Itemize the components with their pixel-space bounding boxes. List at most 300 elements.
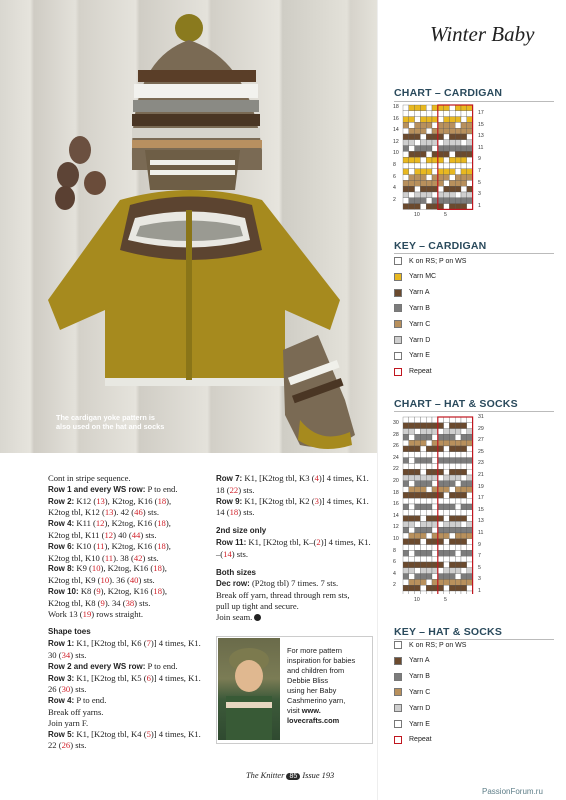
color-swatch <box>394 257 402 265</box>
chart-cell <box>455 504 461 510</box>
text-line: Row 7: K1, [K2tog tbl, K3 (4)] 4 times, K1. <box>216 473 369 483</box>
chart-cell <box>461 128 467 134</box>
row-number: 16 <box>393 501 399 508</box>
subheading: 2nd size only <box>216 526 267 536</box>
chart-cell <box>449 429 455 435</box>
chart-cell <box>403 510 409 516</box>
chart-cell <box>426 440 432 446</box>
chart-cell <box>403 111 409 117</box>
chart-cell <box>461 498 467 504</box>
chart-cell <box>438 151 444 157</box>
chart-cell <box>449 562 455 568</box>
row-number: 18 <box>393 104 399 110</box>
chart-cell <box>415 446 421 452</box>
row-number: 18 <box>393 489 399 496</box>
text-line: 22 (26) sts. <box>48 740 87 751</box>
chart-cell <box>467 463 473 469</box>
chart-cell <box>432 417 438 423</box>
chart-cell <box>449 140 455 146</box>
chart-cell <box>455 140 461 146</box>
chart-cell <box>455 446 461 452</box>
chart-cell <box>455 122 461 128</box>
chart-cell <box>467 111 473 117</box>
chart-cell <box>438 527 444 533</box>
chart-cell <box>438 157 444 163</box>
chart-cell <box>467 498 473 504</box>
chart-cell <box>449 498 455 504</box>
chart-cell <box>426 117 432 123</box>
chart-cell <box>420 186 426 192</box>
chart-cell <box>420 487 426 493</box>
chart-cell <box>409 434 415 440</box>
chart-cell <box>403 423 409 429</box>
chart-cell <box>449 475 455 481</box>
chart-cell <box>449 417 455 423</box>
chart-cell <box>420 417 426 423</box>
chart-cell <box>444 533 450 539</box>
chart-cell <box>415 545 421 551</box>
chart-cell <box>415 516 421 522</box>
chart-cell <box>455 481 461 487</box>
chart-cell <box>432 117 438 123</box>
chart-cell <box>403 545 409 551</box>
chart-cell <box>444 545 450 551</box>
text-line: pull up tight and secure. <box>216 600 299 611</box>
row-number: 22 <box>393 466 399 473</box>
row-number: 19 <box>478 483 484 490</box>
chart-cell <box>432 122 438 128</box>
chart-cell <box>438 169 444 175</box>
chart-cell <box>403 562 409 568</box>
row-number: 26 <box>393 443 399 450</box>
chart-cell <box>449 117 455 123</box>
chart-cell <box>415 463 421 469</box>
text-line: Cont in stripe sequence. <box>48 473 131 483</box>
chart-cell <box>438 492 444 498</box>
chart-cell <box>455 510 461 516</box>
chart-cell <box>467 469 473 475</box>
chart-cell <box>461 204 467 210</box>
chart-cell <box>426 169 432 175</box>
row-number: 5 <box>478 564 481 571</box>
chart-cell <box>432 198 438 204</box>
chart-cell <box>420 492 426 498</box>
chart-cell <box>455 128 461 134</box>
chart-cell <box>467 192 473 198</box>
key-label: Yarn E <box>409 352 430 360</box>
chart-cell <box>467 574 473 580</box>
chart-cell <box>415 504 421 510</box>
chart-cell <box>461 527 467 533</box>
photo-caption: The cardigan yoke pattern is also used on the hat and socks <box>56 413 165 431</box>
chart-cell <box>409 140 415 146</box>
watermark: PassionForum.ru <box>482 787 543 796</box>
key-item <box>394 366 432 378</box>
chart-cell <box>461 111 467 117</box>
chart-cell <box>403 157 409 163</box>
text-line: K2tog tbl, K11 (12) 40 (44) sts. <box>48 529 157 540</box>
chart-cell <box>438 180 444 186</box>
chart-cell <box>432 510 438 516</box>
text-line: Row 4: P to end. <box>48 695 107 706</box>
chart-cell <box>415 434 421 440</box>
chart-cell <box>415 458 421 464</box>
chart-cell <box>403 498 409 504</box>
chart-cell <box>420 516 426 522</box>
chart-cell <box>420 151 426 157</box>
chart-cell <box>420 521 426 527</box>
chart-cell <box>409 504 415 510</box>
key-label: Yarn E <box>409 720 430 728</box>
chart-cell <box>444 481 450 487</box>
chart-cell <box>461 487 467 493</box>
text-line: Row 2: K12 (13), K2tog, K16 (18), <box>48 495 172 506</box>
chart-cell <box>438 487 444 493</box>
chart-cell <box>438 140 444 146</box>
chart-cell <box>432 463 438 469</box>
chart-cell <box>467 117 473 123</box>
chart-cell <box>461 429 467 435</box>
row-number: 28 <box>393 431 399 438</box>
chart-cell <box>420 498 426 504</box>
chart-cell <box>455 452 461 458</box>
chart-cell <box>461 469 467 475</box>
chart-cell <box>409 423 415 429</box>
text-line: 14 (18) sts. <box>216 507 255 518</box>
chart-cell <box>467 151 473 157</box>
chart-cell <box>461 146 467 152</box>
chart-cell <box>461 434 467 440</box>
chart-cell <box>409 527 415 533</box>
chart-cell <box>461 140 467 146</box>
promo-link[interactable]: lovecrafts.com <box>287 716 340 725</box>
chart-cell <box>461 579 467 585</box>
chart-cell <box>438 429 444 435</box>
chart-cell <box>432 539 438 545</box>
chart-cell <box>438 504 444 510</box>
chart-cell <box>415 111 421 117</box>
key-item <box>394 302 430 314</box>
chart-cell <box>461 574 467 580</box>
chart-cell <box>415 539 421 545</box>
chart-cell <box>409 533 415 539</box>
key-label: Yarn A <box>409 289 430 297</box>
chart-cell <box>409 521 415 527</box>
chart-cell <box>461 545 467 551</box>
chart-cell <box>420 463 426 469</box>
chart-cell <box>467 458 473 464</box>
chart-cell <box>467 157 473 163</box>
key-label: Yarn B <box>409 304 430 312</box>
chart-cell <box>461 192 467 198</box>
chart-cell <box>444 516 450 522</box>
chart-cell <box>438 446 444 452</box>
chart-cell <box>432 562 438 568</box>
chart-cell <box>426 550 432 556</box>
chart-cell <box>432 440 438 446</box>
chart-cell <box>467 434 473 440</box>
spacer <box>216 560 374 568</box>
chart-cell <box>449 550 455 556</box>
color-swatch <box>394 641 402 649</box>
chart-cell <box>449 469 455 475</box>
chart-cell <box>420 157 426 163</box>
chart-cell <box>438 175 444 181</box>
chart-cell <box>426 105 432 111</box>
row-number: 13 <box>478 518 484 525</box>
chart-cell <box>420 180 426 186</box>
chart-cell <box>444 105 450 111</box>
chart-cell <box>409 458 415 464</box>
chart-cell <box>426 452 432 458</box>
chart-cell <box>409 591 415 594</box>
chart-cell <box>426 574 432 580</box>
row-number: 16 <box>393 115 399 122</box>
chart-cell <box>444 487 450 493</box>
chart-cell <box>426 585 432 591</box>
chart-cell <box>444 539 450 545</box>
chart-cell <box>461 591 467 594</box>
chart-cell <box>426 469 432 475</box>
chart-cell <box>438 550 444 556</box>
chart-cell <box>403 504 409 510</box>
chart-cell <box>432 111 438 117</box>
chart-cell <box>415 533 421 539</box>
chart-cell <box>467 521 473 527</box>
chart-cell <box>438 521 444 527</box>
chart-cell <box>438 417 444 423</box>
chart-cell <box>420 122 426 128</box>
key-label: K on RS; P on WS <box>409 641 467 649</box>
chart-cell <box>444 556 450 562</box>
chart-cell <box>432 527 438 533</box>
chart-cell <box>409 487 415 493</box>
chart-hat-col-10: 10 <box>414 597 420 603</box>
chart-cell <box>409 550 415 556</box>
chart-cell <box>455 175 461 181</box>
chart-cell <box>449 452 455 458</box>
chart-cell <box>409 545 415 551</box>
chart-cell <box>415 440 421 446</box>
chart-cell <box>444 579 450 585</box>
chart-cell <box>426 434 432 440</box>
chart-cell <box>461 440 467 446</box>
chart-cell <box>409 492 415 498</box>
chart-cell <box>426 146 432 152</box>
chart-cell <box>438 469 444 475</box>
chart-cell <box>432 452 438 458</box>
chart-cell <box>444 440 450 446</box>
chart-cell <box>415 117 421 123</box>
chart-cell <box>420 585 426 591</box>
chart-cell <box>432 591 438 594</box>
chart-cell <box>403 521 409 527</box>
chart-cell <box>438 533 444 539</box>
chart-cell <box>444 146 450 152</box>
chart-cell <box>420 481 426 487</box>
chart-cell <box>438 117 444 123</box>
chart-cell <box>409 469 415 475</box>
chart-cell <box>449 128 455 134</box>
chart-cell <box>449 134 455 140</box>
end-mark-icon <box>254 614 261 621</box>
chart-cell <box>467 417 473 423</box>
row-number: 2 <box>393 196 396 203</box>
chart-cell <box>420 111 426 117</box>
chart-cell <box>449 556 455 562</box>
chart-cell <box>444 434 450 440</box>
chart-cell <box>420 545 426 551</box>
chart-cell <box>426 180 432 186</box>
chart-cell <box>461 533 467 539</box>
chart-cell <box>420 556 426 562</box>
chart-cell <box>455 180 461 186</box>
chart-cell <box>403 550 409 556</box>
row-number: 10 <box>393 536 399 542</box>
text-line: K2tog tbl, K8 (9). 34 (38) sts. <box>48 597 151 608</box>
chart-cell <box>415 423 421 429</box>
color-swatch <box>394 368 402 376</box>
chart-cell <box>415 134 421 140</box>
chart-cell <box>438 568 444 574</box>
key-label: Yarn D <box>409 336 431 344</box>
chart-cell <box>461 458 467 464</box>
chart-cell <box>461 423 467 429</box>
chart-cell <box>409 463 415 469</box>
chart-cell <box>461 481 467 487</box>
chart-cell <box>432 423 438 429</box>
chart-cell <box>438 516 444 522</box>
chart-cell <box>449 440 455 446</box>
text-line: K2tog tbl, K12 (13). 42 (46) sts. <box>48 507 160 518</box>
key-hat-title: KEY – HAT & SOCKS <box>394 626 503 638</box>
color-swatch <box>394 720 402 728</box>
chart-cell <box>438 562 444 568</box>
chart-cell <box>438 510 444 516</box>
chart-cell <box>455 469 461 475</box>
chart-cell <box>438 423 444 429</box>
row-number: 5 <box>478 179 481 186</box>
chart-cell <box>403 516 409 522</box>
chart-cell <box>444 180 450 186</box>
chart-cell <box>403 585 409 591</box>
chart-cell <box>444 568 450 574</box>
chart-cell <box>426 157 432 163</box>
chart-cell <box>415 146 421 152</box>
chart-cell <box>461 134 467 140</box>
chart-cell <box>432 585 438 591</box>
chart-cell <box>467 105 473 111</box>
text-line: Break off yarn, thread through rem sts, <box>216 590 350 601</box>
chart-cell <box>455 568 461 574</box>
chart-cell <box>444 140 450 146</box>
chart-cell <box>426 134 432 140</box>
row-number: 11 <box>478 530 484 536</box>
color-swatch <box>394 736 402 744</box>
chart-cardigan-col-10: 10 <box>414 212 420 218</box>
chart-cell <box>467 545 473 551</box>
divider <box>394 253 554 254</box>
row-number: 30 <box>393 420 399 426</box>
chart-cell <box>449 533 455 539</box>
spacer <box>48 619 210 627</box>
chart-cell <box>444 423 450 429</box>
color-swatch <box>394 304 402 312</box>
key-item <box>394 702 430 714</box>
chart-cell <box>438 585 444 591</box>
chart-cell <box>426 492 432 498</box>
chart-cell <box>461 163 467 169</box>
chart-cell <box>449 186 455 192</box>
chart-cell <box>438 105 444 111</box>
promo-link[interactable]: www. <box>301 706 321 715</box>
chart-cell <box>426 463 432 469</box>
text-line: Row 1 and every WS row: P to end. <box>48 483 178 494</box>
chart-cell <box>461 446 467 452</box>
text-line: Row 3: K1, [K2tog tbl, K5 (6)] 4 times, K1. <box>48 672 201 683</box>
chart-cell <box>409 562 415 568</box>
chart-cell <box>403 140 409 146</box>
chart-cell <box>426 429 432 435</box>
chart-cell <box>420 504 426 510</box>
chart-cell <box>444 134 450 140</box>
chart-cell <box>467 492 473 498</box>
chart-cell <box>467 446 473 452</box>
chart-cell <box>449 204 455 210</box>
key-item <box>394 718 430 730</box>
chart-cell <box>415 562 421 568</box>
chart-cell <box>461 521 467 527</box>
chart-cell <box>461 556 467 562</box>
chart-cell <box>455 527 461 533</box>
chart-cell <box>455 105 461 111</box>
chart-cell <box>415 452 421 458</box>
chart-cell <box>449 574 455 580</box>
child-photo <box>218 638 280 740</box>
chart-cell <box>455 434 461 440</box>
chart-cell <box>449 198 455 204</box>
row-number: 31 <box>478 414 484 420</box>
chart-cell <box>444 111 450 117</box>
chart-cell <box>426 504 432 510</box>
chart-cell <box>420 452 426 458</box>
key-item <box>394 318 430 330</box>
key-label: K on RS; P on WS <box>409 257 467 265</box>
chart-cell <box>444 585 450 591</box>
chart-cell <box>415 157 421 163</box>
chart-cell <box>426 527 432 533</box>
chart-cell <box>444 169 450 175</box>
chart-cell <box>403 192 409 198</box>
row-number: 7 <box>478 168 481 174</box>
chart-cell <box>432 458 438 464</box>
chart-cell <box>438 192 444 198</box>
row-number: 25 <box>478 448 484 455</box>
chart-cell <box>455 516 461 522</box>
chart-cell <box>403 469 409 475</box>
chart-cell <box>449 423 455 429</box>
promo-text <box>287 646 369 726</box>
chart-cell <box>467 579 473 585</box>
color-swatch <box>394 336 402 344</box>
promo-line: inspiration for babies <box>287 656 356 665</box>
chart-cell <box>461 117 467 123</box>
chart-cell <box>403 151 409 157</box>
chart-cell <box>461 186 467 192</box>
text-line: –(14) sts. <box>216 548 249 559</box>
chart-cell <box>420 533 426 539</box>
chart-cell <box>461 504 467 510</box>
